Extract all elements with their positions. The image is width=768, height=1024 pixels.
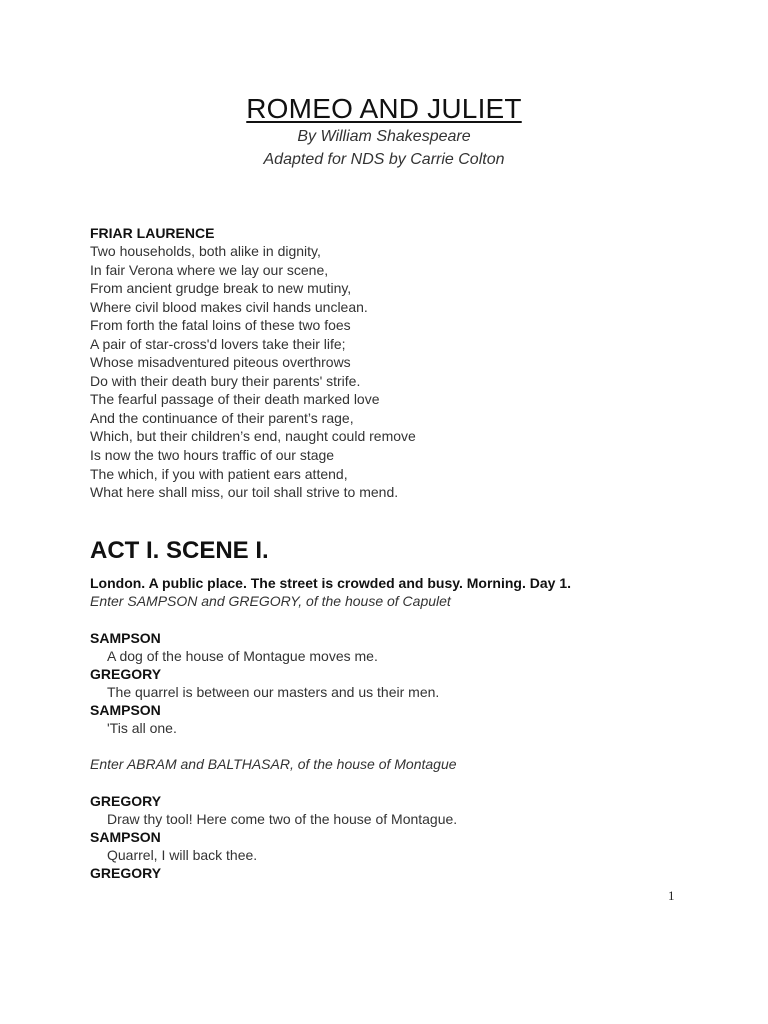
adapter-line: Adapted for NDS by Carrie Colton bbox=[263, 151, 505, 168]
speaker-name: SAMPSON bbox=[90, 630, 161, 646]
scene-section bbox=[90, 537, 690, 882]
speaker-name: GREGORY bbox=[90, 865, 162, 881]
dialogue-line: A dog of the house of Montague moves me. bbox=[107, 648, 378, 664]
play-title: ROMEO AND JULIET bbox=[246, 93, 522, 124]
prologue-verse bbox=[90, 242, 690, 502]
dialogue-line: Quarrel, I will back thee. bbox=[107, 847, 258, 863]
prologue-speaker: FRIAR LAURENCE bbox=[90, 225, 215, 241]
speaker-name: SAMPSON bbox=[90, 829, 161, 845]
verse-line: And the continuance of their parent’s rage, bbox=[90, 409, 354, 426]
verse-line: From forth the fatal loins of these two foes bbox=[90, 317, 351, 334]
verse-line: The which, if you with patient ears attend, bbox=[90, 465, 348, 482]
verse-line: From ancient grudge break to new mutiny, bbox=[90, 280, 352, 297]
page-number: 1 bbox=[668, 888, 675, 903]
dialogue-line: Draw thy tool! Here come two of the house of Montague. bbox=[107, 811, 458, 827]
stage-direction: Enter ABRAM and BALTHASAR, of the house of Montague bbox=[90, 756, 457, 772]
verse-line: The fearful passage of their death marked love bbox=[90, 391, 380, 408]
author-line: By William Shakespeare bbox=[297, 128, 471, 145]
act-scene-heading: ACT I. SCENE I. bbox=[90, 537, 269, 564]
verse-line: Do with their death bury their parents' strife. bbox=[90, 372, 361, 389]
speaker-name: GREGORY bbox=[90, 793, 162, 809]
dialogue-line: 'Tis all one. bbox=[107, 720, 177, 736]
dialogue-line: The quarrel is between our masters and us their men. bbox=[107, 684, 440, 700]
verse-line: Where civil blood makes civil hands unclean. bbox=[90, 298, 368, 315]
verse-line: In fair Verona where we lay our scene, bbox=[90, 261, 329, 278]
verse-line: Whose misadventured piteous overthrows bbox=[90, 354, 351, 371]
verse-line: Is now the two hours traffic of our stage bbox=[90, 447, 335, 464]
verse-line: Which, but their children’s end, naught could remove bbox=[90, 428, 416, 445]
stage-direction: Enter SAMPSON and GREGORY, of the house of Capulet bbox=[90, 593, 451, 609]
speaker-name: SAMPSON bbox=[90, 702, 161, 718]
verse-line: What here shall miss, our toil shall strive to mend. bbox=[90, 484, 399, 501]
verse-line: A pair of star-cross'd lovers take their life; bbox=[90, 335, 346, 352]
speaker-name: GREGORY bbox=[90, 666, 162, 682]
scene-setting: London. A public place. The street is crowded and busy. Morning. Day 1. bbox=[90, 575, 571, 591]
verse-line: Two households, both alike in dignity, bbox=[90, 243, 321, 259]
prologue-section bbox=[90, 224, 690, 502]
